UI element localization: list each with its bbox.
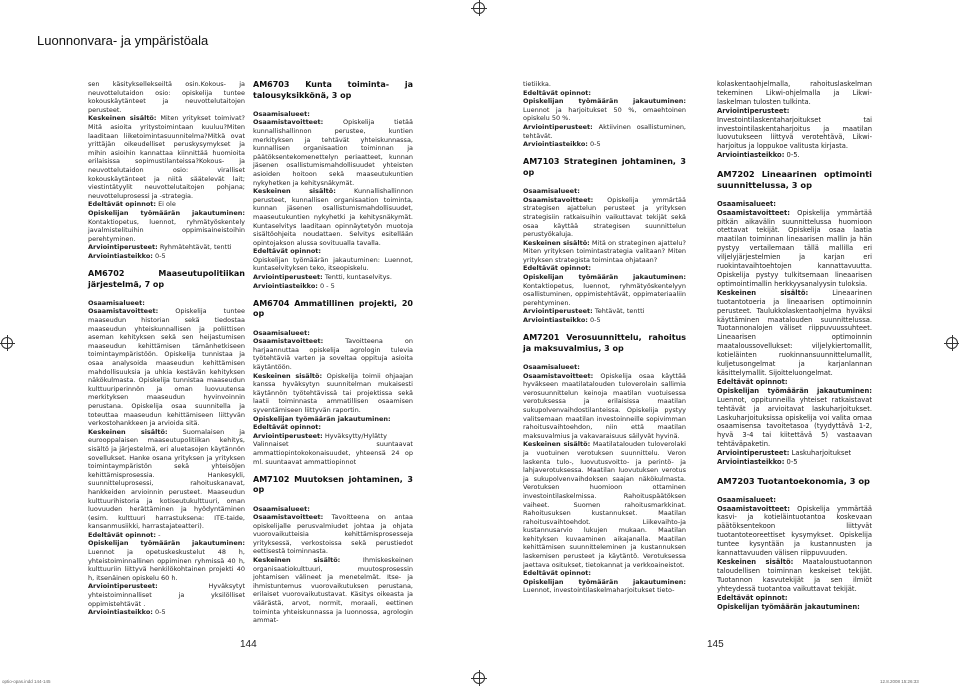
- paragraph: [523, 264, 686, 273]
- field-label: Edeltävät opinnot:: [253, 423, 321, 432]
- field-text: Ryhmätehtävät, tentti: [157, 243, 232, 252]
- paragraph: [717, 558, 872, 594]
- field-label: Osaamisalueet:: [717, 495, 776, 504]
- field-text: 0 - 5: [317, 281, 335, 290]
- paragraph: [253, 556, 413, 625]
- spacer: [717, 467, 872, 476]
- field-label: Edeltävät opinnot:: [88, 200, 156, 209]
- paragraph: [523, 363, 686, 372]
- paragraph: [88, 608, 245, 617]
- paragraph: [523, 140, 686, 149]
- field-text: Luennot ja harjoitukset 50 %, omaehtoinen opiskelu 50 %.: [523, 105, 686, 123]
- field-label: Edeltävät opinnot:: [523, 264, 591, 273]
- field-label: Arviointiperusteet:: [523, 122, 593, 131]
- field-text: Opiskelija toimii ohjaajan kanssa hyväksytyn suunnitelman mukaisesti käytännön työtehtävissä tai projektissa sekä laatii toiminnasta ammatillisen osaamisen syventämiseen liittyvän raportin.: [253, 371, 413, 414]
- paragraph: [253, 247, 413, 256]
- registration-mark-icon: [1, 337, 13, 349]
- field-text: -: [156, 530, 161, 539]
- field-label: Opiskelijan työmäärän jakautuminen:: [523, 577, 686, 586]
- paragraph: [88, 252, 245, 261]
- paragraph: [253, 513, 413, 556]
- paragraph: [717, 200, 872, 209]
- field-label: Arviointiasteikko:: [253, 281, 318, 290]
- paragraph: [523, 569, 686, 578]
- paragraph: [523, 196, 686, 239]
- field-text: Ei ole: [156, 200, 176, 209]
- field-label: Edeltävät opinnot:: [88, 530, 156, 539]
- field-label: Arviointiperusteet:: [523, 307, 593, 316]
- paragraph: [717, 387, 872, 449]
- paragraph: [717, 505, 872, 558]
- field-label: Keskeinen sisältö:: [523, 238, 590, 247]
- field-text: Aktiivinen osallistuminen, tehtävät.: [523, 122, 686, 140]
- paragraph: [88, 428, 245, 531]
- print-footer-file: optio-opas.indd 144-145: [2, 679, 51, 684]
- registration-mark-icon: [473, 672, 485, 684]
- field-text: Mitä on strateginen ajattelu? Miten yrityksen toimintastrategia valitaan? Miten yrityksen strategista toimintaa ohjataan?: [523, 238, 686, 264]
- spacer: [717, 191, 872, 200]
- field-label: Osaamistavoitteet:: [88, 307, 159, 316]
- spacer: [88, 260, 245, 269]
- spacer: [717, 487, 872, 496]
- paragraph: [88, 243, 245, 252]
- registration-mark-icon: [946, 337, 958, 349]
- paragraph: [253, 423, 413, 432]
- field-label: Osaamistavoitteet:: [253, 513, 324, 522]
- field-text: Tentti, kuntaselvitys.: [322, 273, 392, 282]
- paragraph: [523, 187, 686, 196]
- paragraph: [523, 97, 686, 123]
- field-label: Keskeinen sisältö:: [523, 440, 591, 449]
- field-label: Edeltävät opinnot:: [717, 377, 788, 386]
- spacer: [253, 290, 413, 299]
- field-label: Osaamistavoitteet:: [253, 337, 324, 346]
- paragraph: [717, 496, 872, 505]
- field-label: Edeltävät opinnot:: [253, 247, 321, 256]
- text-column-3: [523, 80, 686, 595]
- paragraph: [523, 440, 686, 569]
- course-heading: AM7203 Tuotantoekonomia, 3 op: [717, 475, 870, 486]
- field-label: Osaamistavoitteet:: [717, 504, 790, 513]
- paragraph: [253, 432, 413, 441]
- field-text: Opiskelija tuntee maaseudun historian sekä tiedostaa maaseudun yhteiskunnallisen ja poliittisen aseman kehityksen sekä sen heijastumisen maaseudun kehittämisen tämänhetkiseen toimintaympäristöön. Opiskelija tunnistaa ja osaa analysoida maaseudun kehittämisen mahdollisuuksia ja uhkia kestävän kehityksen näkökulmasta. Opiskelija tunnistaa maaseudun kulttuuriperinnön ja oman luovuutensa merkityksen maaseudun hyvinvoinnin perustana. Opiskelija osaa suunnitella ja toteuttaa maaseudun kehittämiseen liittyvän verkostohankkeen ja arvioida sitä.: [88, 307, 245, 428]
- field-text: Tehtävät, tentti: [592, 307, 645, 316]
- spacer: [88, 290, 245, 299]
- field-label: Opiskelijan työmäärän jakautuminen:: [253, 414, 391, 423]
- paragraph: [717, 378, 872, 387]
- paragraph: [88, 531, 245, 540]
- registration-mark-icon: [473, 2, 485, 14]
- paragraph: [88, 299, 245, 308]
- paragraph: [253, 505, 413, 514]
- field-label: Keskeinen sisältö:: [88, 427, 168, 436]
- spacer: [253, 466, 413, 475]
- field-text: Opiskelija osaa käyttää hyväkseen maatilatalouden tuloverolain sallimia verosuunnittelun keinoja maatilan vuotuisessa verotuksessa ja erilaisissa maatilan sukupolvenvaihdostilanteissa. Opiskelija pystyy valitsemaan maatilan investoinneille sopivimman rahoitusvaihtoehdon, niin että maatilan maksuvalmius ja vakavaraisuus säilyvät hyvinä.: [523, 371, 686, 440]
- field-label: Keskeinen sisältö:: [253, 556, 341, 565]
- field-label: Osaamistavoitteet:: [523, 371, 594, 380]
- field-text: Luennot, investointilaskelmaharjoitukset tieto-: [523, 586, 675, 595]
- paragraph: [253, 329, 413, 338]
- field-label: Keskeinen sisältö:: [717, 557, 794, 566]
- paragraph: [523, 123, 686, 140]
- field-text: Valinnaiset suuntaavat ammattiopintokokonaisuudet, yhteensä 24 op ml. suuntaavat ammattiopinnot: [253, 440, 413, 466]
- spacer: [523, 179, 686, 188]
- field-label: Osaamisalueet:: [717, 199, 776, 208]
- field-label: Arviointiperusteet:: [88, 243, 158, 252]
- field-text: tietiikka.: [523, 80, 551, 88]
- field-label: Arviointiperusteet:: [253, 431, 323, 440]
- spacer: [253, 101, 413, 110]
- paragraph: [253, 187, 413, 247]
- course-heading: AM7103 Strateginen johtaminen, 3 op: [523, 157, 686, 177]
- field-text: 0-5: [152, 251, 166, 260]
- paragraph: [523, 307, 686, 316]
- course-heading: AM6703 Kunta toiminta- ja talousyksikkönä, 3 op: [253, 80, 413, 100]
- field-text: Tavoitteena on harjaannuttaa opiskelija agrologin tulevia työtehtäviä varten ja soveltaa oppituja asioita käytäntöön.: [253, 337, 413, 371]
- spacer: [717, 160, 872, 169]
- field-label: Osaamistavoitteet:: [717, 208, 790, 217]
- field-text: 0-5: [587, 316, 601, 325]
- paragraph: [717, 594, 872, 603]
- print-footer-timestamp: 12.8.2008 15:26:33: [880, 679, 919, 684]
- field-label: Arviointiperusteet:: [88, 582, 158, 591]
- paragraph: [523, 89, 686, 98]
- text-column-4: [717, 80, 872, 611]
- field-label: Arviointiperusteet:: [253, 273, 323, 282]
- field-text: 0-5: [587, 140, 601, 149]
- field-label: Edeltävät opinnot:: [717, 593, 788, 602]
- field-text: 0-5.: [784, 151, 800, 160]
- field-text: sen käsityksellekseiltä osin.Kokous- ja neuvottelutaidon osio: opiskelija tuntee kokouskäytänteet ja neuvottelutaitojen perusteet.: [88, 80, 245, 114]
- field-text: Hyväksytty/Hylätty: [322, 431, 387, 440]
- paragraph: [253, 256, 413, 273]
- paragraph: [253, 337, 413, 371]
- field-label: Keskeinen sisältö:: [253, 187, 336, 196]
- text-column-2: [253, 80, 413, 625]
- field-label: Osaamistavoitteet:: [253, 118, 324, 127]
- field-text: Maataloustuotannon taloudellisen toiminnan keskeiset tekijät. Tuotannon kasvutekijät ja sen ilmiöt yhteydessä tuotantoa vaikuttavat tekijät.: [717, 557, 872, 593]
- field-text: Ihmiskeskeinen organisaatiokulttuuri, muutosprosessin johtamisen välineet ja menetelmät. Itse- ja ihmistuntemus vuorovaikutuksen perustana, erilaiset vuorovaikutustavat. Käsitys oikeasta ja väärästä, arvot, normit, moraali, eettinen toiminta yhteiskunnassa ja luonnossa, agrologin ammat-: [253, 556, 413, 625]
- course-heading: AM6702 Maaseutupolitiikan järjestelmä, 7 op: [88, 269, 245, 289]
- field-text: Opiskelijan työmäärän jakautuminen: Luennot, kuntaselvityksen teko, itseopiskelu.: [253, 255, 413, 273]
- field-label: Edeltävät opinnot:: [523, 569, 591, 578]
- paragraph: [717, 209, 872, 289]
- field-label: Arviointiasteikko:: [88, 251, 153, 260]
- spacer: [253, 320, 413, 329]
- field-text: Laskuharjoitukset: [789, 449, 852, 458]
- field-label: Arviointiasteikko:: [523, 140, 588, 149]
- paragraph: [253, 273, 413, 282]
- field-text: 0-5: [152, 608, 166, 617]
- spacer: [523, 149, 686, 158]
- field-label: Osaamisalueet:: [253, 328, 310, 337]
- field-label: Osaamisalueet:: [253, 109, 310, 118]
- field-label: Osaamisalueet:: [523, 187, 580, 196]
- field-text: Hyväksytyt yhteistoiminnalliset ja yksilölliset oppimistehtävät .: [88, 582, 245, 608]
- paragraph: [88, 209, 245, 243]
- paragraph: [523, 578, 686, 595]
- course-heading: AM6704 Ammatillinen projekti, 20 op: [253, 298, 413, 319]
- field-text: Miten yritykset toimivat?Mitä asioita yritystoimintaan kuuluu?Miten laaditaan liiketoimintasuunnitelma?Mitkä ovat yrittäjän oikeudelliset peruskysymykset ja mihin asioihin kannattaa kiinnittää huomioita erilaisissa sopimustilanteissa?Kokous- ja neuvottelutaidon osio: viralliset kokouskäytänteet ja niitä säätelevät lait; viestintätyylit neuvottelutaitojen pohjana; neuvotteluprosessi ja -strategia.: [88, 114, 245, 200]
- field-text: Opiskelija ymmärtää pitkän aikavälin suunnittelussa huomioon otettavat tekijät. Opiskelija osaa laatia maatilan toiminnan lineaarisen mallin ja hän pystyy vertailemaan tällä mallilla eri viljelyjärjestelmien ja karjan eri ruokintavaihtoehtojen kannattavuutta. Opiskelija pystyy tulkitsemaan lineaarisen optimointimallin herkkyysanalyysin tuloksia.: [717, 208, 872, 288]
- field-text: Investointilaskentaharjoitukset tai investointilaskentaharjoitus ja maatilan luovutukseen liittyvä verotehtävä, Likwi-harjoitus ja loppukoe valitusta kirjasta.: [717, 115, 872, 151]
- section-title: Luonnonvara- ja ympäristöala: [37, 33, 209, 48]
- field-label: Keskeinen sisältö:: [717, 288, 809, 297]
- field-text: 0-5: [784, 458, 798, 467]
- spacer: [523, 354, 686, 363]
- paragraph: [253, 372, 413, 415]
- paragraph: [253, 110, 413, 119]
- field-text: Kunnallishallinnon perusteet, kunnallisen organisaation toiminta, kunnan jäsenen osallistumismahdollisuudet, maaseutukuntien nykyhetki ja kehitysnäkymät. Kuntaselvitys laaditaan opinnäytetyön muotoja sisältöohjeita noudattaen. Selvitys esitellään opintojakson alussa sovituualla tavalla.: [253, 187, 413, 247]
- paragraph: [253, 118, 413, 187]
- field-label: Osaamisalueet:: [253, 504, 310, 513]
- field-label: Arviointiasteikko:: [523, 316, 588, 325]
- text-column-1: [88, 80, 245, 617]
- paragraph: [523, 239, 686, 265]
- course-heading: AM7201 Verosuunnittelu, rahoitus ja maksuvalmius, 3 op: [523, 333, 686, 353]
- field-label: Osaamisalueet:: [88, 298, 145, 307]
- course-heading: AM7102 Muutoksen johtaminen, 3 op: [253, 474, 413, 495]
- field-label: Arviointiasteikko:: [717, 458, 785, 467]
- field-label: Arviointiasteikko:: [88, 608, 153, 617]
- course-heading: AM7202 Lineaarinen optimointi suunnittelussa, 3 op: [717, 169, 872, 190]
- field-text: Suomalaisen ja eurooppalaisen maaseutupolitiikan kehitys, sisältö ja järjestelmä, eri aluetasojen käytännön sovellukset. Hanke osana yrityksen ja yrityksen toimintaympäristön sekä yhteisöjen kehittämisprosessia. Hankesykli, suunnitteluprosessi, rahoituskanavat, hankkeiden arvioinnin perusteet. Maaseudun kulttuurihistoria ja kotiseutukulttuuri, oman luovuuden herättäminen ja hyödyntäminen (esim. kulttuuri harrastuksena: ITE-taide, kansanmusiikki, harrastajateatteri).: [88, 427, 245, 531]
- paragraph: [523, 273, 686, 307]
- spacer: [253, 496, 413, 505]
- field-label: Opiskelijan työmäärän jakautuminen:: [88, 539, 245, 548]
- field-label: Opiskelijan työmäärän jakautuminen:: [717, 602, 860, 611]
- field-label: Opiskelijan työmäärän jakautuminen:: [717, 386, 872, 395]
- field-text: Maatilatalouden tuloverolaki ja vuotuinen verotuksen suunnittelu. Veron laskenta tulo-, luovutusvoitto- ja perintö- ja lahjaverotuksessa. Maatilan luovutuksen verotus ja sukupolvenvaihdoksen saajan näkökulmasta. Verotuksen huomioon ottaminen investointilaskelmissa. Rahoituspäätöksen vaiheet. Suomen rahoitusmarkkinat. Rahoitusuksen kustannukset. Maatilan rahoitusvaihtoehdot. Liikevaihto-ja kustannusarvio lukujen mukaan. Maatilan kehityksen kuvaaminen aikajanalla. Maatilan kehittämisen suunnitteleminen ja kustannuksen laskemisen perusteet ja käytäntö. Verotuksessa jaettava ositukset, tietokannat ja verkkoaineistot.: [523, 440, 686, 569]
- paragraph: [253, 415, 413, 424]
- paragraph: [523, 372, 686, 441]
- field-text: Tavoitteena on antaa opiskelijalle perusvalmiudet johtaa ja ohjata vuorovaikutteisia kehittämisprosesseja yrityksessä, verkostoissa sekä perustiedot eettisestä toiminnasta.: [253, 513, 413, 556]
- paragraph: [717, 289, 872, 378]
- field-text: Luennot ja opetuskeskustelut 48 h, yhteistoiminnallinen oppiminen ryhmissä 40 h, kulttuuriin liittyvä henkilökohtainen projekti 40 h, itsenäinen opiskelu 60 h.: [88, 548, 245, 582]
- page-number-left: 144: [240, 639, 257, 650]
- paragraph: [523, 80, 686, 89]
- paragraph: [88, 200, 245, 209]
- paragraph: [253, 440, 413, 466]
- field-label: Edeltävät opinnot:: [523, 88, 591, 97]
- paragraph: [253, 282, 413, 291]
- paragraph: [88, 539, 245, 582]
- field-text: Opiskelija tietää kunnallishallinnon perustee, kuntien merkityksen ja tehtävät yhteiskunnassa, kunnallisen organisaation toiminnan ja päätöksentekomenettelyn periaatteet, kunnan jäsenen osallistumismahdollisuudet yhteisten asioiden hoitoon sekä maaseutukuntien nykyhetken ja kehitysnäkymät.: [253, 118, 413, 187]
- paragraph: [717, 151, 872, 160]
- paragraph: [88, 80, 245, 114]
- paragraph: [88, 114, 245, 200]
- field-label: Arviointiperusteet:: [717, 449, 790, 458]
- paragraph: [88, 582, 245, 608]
- paragraph: [717, 458, 872, 467]
- field-label: Arviointiperusteet:: [717, 106, 790, 115]
- paragraph: [523, 316, 686, 325]
- field-label: Osaamistavoitteet:: [523, 195, 594, 204]
- field-label: Osaamisalueet:: [523, 363, 580, 371]
- paragraph: [717, 107, 872, 152]
- page-number-right: 145: [707, 639, 724, 650]
- paragraph: [88, 307, 245, 427]
- field-label: Keskeinen sisältö:: [253, 371, 323, 380]
- field-label: Opiskelijan työmäärän jakautuminen:: [523, 273, 686, 282]
- field-text: Kontaktiopetus, luennot, ryhmätyöskentely javalmistelituihin oppimisaineistoihin perehtyminen.: [88, 217, 245, 243]
- paragraph: [717, 449, 872, 458]
- field-label: Keskeinen sisältö:: [88, 114, 157, 123]
- field-label: Arviointiasteikko:: [717, 151, 785, 160]
- field-text: Kontaktiopetus, luennot, ryhmätyöskentelyyn osallistuminen, oppimistehtävät, oppimateriaaliin perehtyminen.: [523, 281, 686, 307]
- field-text: kolaskentaohjelmalla, rahoituslaskelman tekeminen Likwi-ohjelmalla ja Likwi-laskelman tulosten tulkinta.: [717, 80, 872, 106]
- field-text: Opiskelija ymmärtää strategisen ajattelun perusteet ja yrityksen strategisiin ratkaisuihin vaikuttavat tekijät sekä osaa käyttää strategisen suunnittelun perustyökaluja.: [523, 195, 686, 239]
- field-label: Opiskelijan työmäärän jakautuminen:: [88, 208, 245, 217]
- field-text: Lineaarinen tuotantotoeria ja lineaarisen optimoinnin perusteet. Taulukkolaskentaohjelma hyväksi käyttäminen maatalouden suunnittelussa. Tuotannonalojen väliset riippuvuussuhteet. Lineaarisen optimoinnin maataloussovellukset: viljelykiertomallit, kotieläinten ruokinnansuunnittelumallit, kuljetusongelmat ja karjanlannan käsittelymallit. Sijoitteluongelmat.: [717, 288, 872, 377]
- spacer: [523, 325, 686, 334]
- field-label: Opiskelijan työmäärän jakautuminen:: [523, 97, 686, 106]
- field-text: Luennot, oppitunneilla yhteiset ratkaistavat tehtävät ja arvioitavat laskuharjoitukset. Laskuharjoituksissa opiskelija voi valita omaa osaamisensa tavoitetasoa (tyydyttävä 1-2, hyvä 3-4 tai kiitettävä 5) vastaavan tehtäväpaketin.: [717, 395, 872, 449]
- paragraph: [717, 603, 872, 612]
- paragraph: [717, 80, 872, 107]
- field-text: Opiskelija ymmärtää kasvi- ja kotieläintuotantoa koskevaan päätöksentekoon liittyvät tuotantoteoreettiset kysymykset. Opiskelija tuntee kysyntään ja kustannusten ja kannattavuuden välisen riippuvuuden.: [717, 504, 872, 558]
